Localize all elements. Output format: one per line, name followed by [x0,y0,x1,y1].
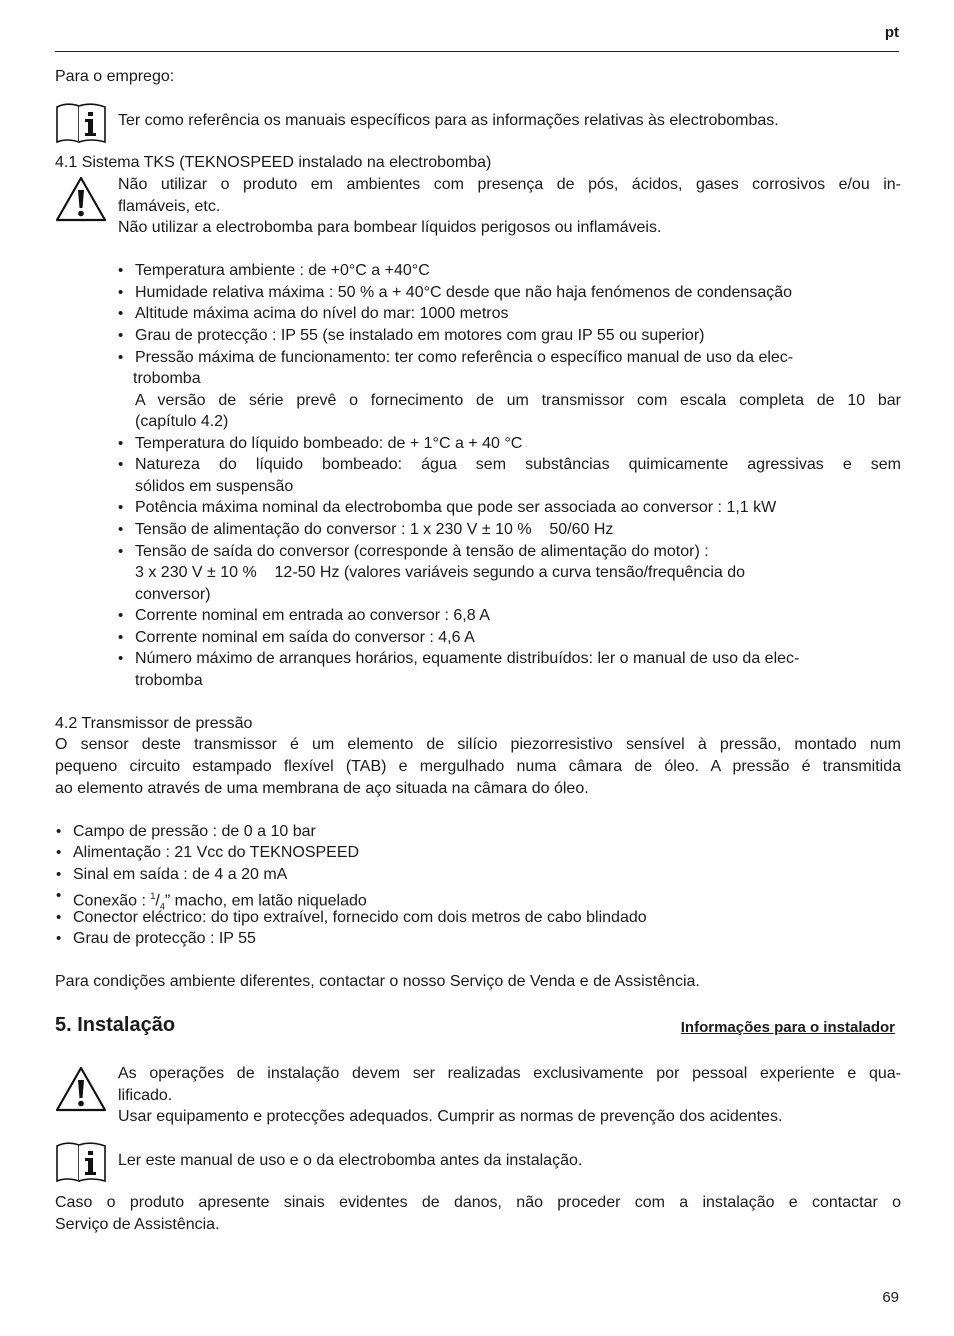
spec-max-pressure-line-3: A versão de série prevê o fornecimento de um transmissor com escala completa de 10 bar [135,392,901,409]
bullet-icon: • [118,262,124,279]
bullet-icon: • [56,930,62,947]
bullet-icon: • [118,607,124,624]
warning-5-line-2: lificado. [118,1087,173,1104]
bullet-icon: • [56,844,62,861]
spec-altitude: Altitude máxima acima do nível do mar: 1000 metros [135,305,509,322]
warning-triangle-icon [55,1066,107,1112]
info-text-read-manual: Ler este manual de uso e o da electrobomba antes da instalação. [118,1152,583,1169]
transmitter-pressure-range: Campo de pressão : de 0 a 10 bar [73,823,316,840]
spec-output-voltage-line-1: Tensão de saída do conversor (corresponde à tensão de alimentação do motor) : [135,543,709,560]
damage-paragraph-line-2: Serviço de Assistência. [55,1216,220,1233]
fraction-numerator: 1 [150,891,156,901]
section-4-2-title: 4.2 Transmissor de pressão [55,715,253,732]
intro-text: Para o emprego: [55,68,175,85]
transmitter-power-supply: Alimentação : 21 Vcc do TEKNOSPEED [73,844,360,861]
spec-max-pressure-line-2: trobomba [133,370,201,387]
bullet-icon: • [56,866,62,883]
spec-ambient-temperature: Temperatura ambiente : de +0°C a +40°C [135,262,430,279]
spec-max-starts-line-1: Número máximo de arranques horários, equamente distribuídos: ler o manual de uso da elec- [135,650,800,667]
bullet-icon: • [118,305,124,322]
bullet-icon: • [118,349,124,366]
warning-4-1-line-3: Não utilizar a electrobomba para bombear líquidos perigosos ou inflamáveis. [118,219,662,236]
bullet-icon: • [118,521,124,538]
spec-input-current: Corrente nominal em entrada ao conversor : 6,8 A [135,607,490,624]
spec-output-voltage-line-2: 3 x 230 V ± 10 % 12-50 Hz (valores variáveis segundo a curva tensão/frequência do [135,564,746,581]
section-4-1-title: 4.1 Sistema TKS (TEKNOSPEED instalado na electrobomba) [55,154,492,171]
bullet-icon: • [118,284,124,301]
bullet-icon: • [56,823,62,840]
sensor-paragraph-line-2: pequeno circuito estampado flexível (TAB) e mergulhado numa câmara de óleo. A pressão é transmitida [55,758,901,775]
bullet-icon: • [118,629,124,646]
spec-max-pressure-line-4: (capítulo 4.2) [135,413,229,430]
bullet-icon: • [56,887,62,904]
spec-relative-humidity: Humidade relativa máxima : 50 % a + 40°C desde que não haja fenómenos de condensação [135,284,793,301]
spec-max-starts-line-2: trobomba [135,672,203,689]
section-5-subtitle: Informações para o instalador [680,1019,895,1036]
sensor-paragraph-line-3: ao elemento através de uma membrana de aço situada na câmara do óleo. [55,780,589,797]
spec-liquid-temperature: Temperatura do líquido bombeado: de + 1°C a + 40 °C [135,435,523,452]
spec-supply-voltage: Tensão de alimentação do conversor : 1 x 230 V ± 10 % 50/60 Hz [135,521,614,538]
warning-5-line-3: Usar equipamento e protecções adequados. Cumprir as normas de prevenção dos acidentes. [118,1108,783,1125]
damage-paragraph-line-1: Caso o produto apresente sinais evidentes de danos, não proceder com a instalação e contactar o [55,1194,901,1211]
bullet-icon: • [118,650,124,667]
warning-triangle-icon [55,176,107,222]
header-rule [55,51,899,52]
spec-max-pressure-line-1: Pressão máxima de funcionamento: ter como referência o específico manual de uso da elec- [135,349,794,366]
transmitter-output-signal: Sinal em saída : de 4 a 20 mA [73,866,288,883]
spec-output-current: Corrente nominal em saída do conversor : 4,6 A [135,629,475,646]
warning-4-1-line-2: flamáveis, etc. [118,198,221,215]
warning-5-line-1: As operações de instalação devem ser realizadas exclusivamente por pessoal experiente e qua- [118,1065,901,1082]
bullet-icon: • [118,456,124,473]
sensor-paragraph-line-1: O sensor deste transmissor é um elemento de silício piezorresistivo sensível à pressão, montado num [55,736,901,753]
transmitter-connection: Conexão : $^1/_4$” macho, em latão niquelado [73,891,367,912]
spec-protection-grade: Grau de protecção : IP 55 (se instalado em motores com grau IP 55 ou superior) [135,327,705,344]
contact-service-text: Para condições ambiente diferentes, contactar o nosso Serviço de Venda e de Assistência. [55,973,700,990]
spec-max-power: Potência máxima nominal da electrobomba que pode ser associada ao conversor : 1,1 kW [135,499,777,516]
language-code: pt [884,24,899,41]
transmitter-electrical-connector: Conector eléctrico: do tipo extraível, fornecido com dois metros de cabo blindado [73,909,647,926]
bullet-icon: • [118,543,124,560]
bullet-icon: • [118,435,124,452]
bullet-icon: • [56,909,62,926]
warning-4-1-line-1: Não utilizar o produto em ambientes com presença de pós, ácidos, gases corrosivos e/ou in- [118,176,901,193]
manual-info-icon [55,101,107,145]
fraction-denominator: 4 [159,901,165,912]
page-number: 69 [882,1289,899,1306]
spec-output-voltage-line-3: conversor) [135,586,211,603]
bullet-icon: • [118,499,124,516]
bullet-icon: • [118,327,124,344]
manual-info-icon [55,1140,107,1184]
section-5-title: 5. Instalação [55,1014,176,1036]
info-text-manuals: Ter como referência os manuais específicos para as informações relativas às electrobombas. [118,112,779,129]
spec-liquid-nature-line-2: sólidos em suspensão [135,478,294,495]
spec-liquid-nature-line-1: Natureza do líquido bombeado: água sem substâncias quimicamente agressivas e sem [135,456,901,473]
connection-label: Conexão : [73,892,151,910]
transmitter-protection-grade: Grau de protecção : IP 55 [73,930,256,947]
connection-desc: ” macho, em latão niquelado [164,892,367,910]
